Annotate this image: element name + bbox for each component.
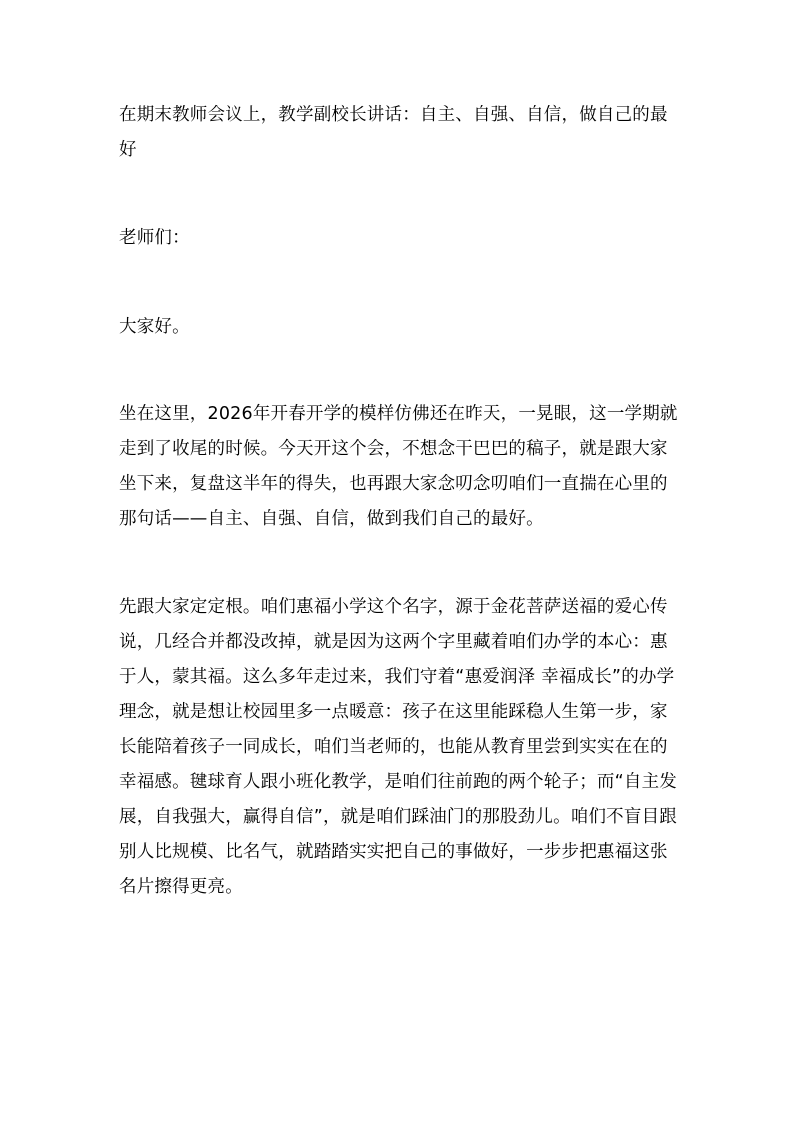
hello-line: 大家好。 [119, 317, 190, 337]
document-page [119, 0, 679, 1122]
paragraph-school-roots: 先跟大家定定根。咱们惠福小学这个名字，源于金花菩萨送福的爱心传说，几经合并都没改掉，就是因为这两个字里藏着咱们办学的本心：惠于人，蒙其福。这么多年走过来，我们守着“惠爱润泽 幸福成长”的办学理念，就是想让校园里多一点暖意：孩子在这里能踩稳人生第一步，家长能陪着孩子一同成长，咱们当老师的，也能从教育里尝到实实在在的幸福感。毽球育人跟小班化教学，是咱们往前跑的两个轮子；而“自主发展，自我强大，赢得自信”，就是咱们踩油门的那股劲儿。咱们不盲目跟别人比规模、比名气，就踏踏实实把自己的事做好，一步步把惠福这张名片擦得更亮。 [119, 597, 677, 897]
paragraph-opening: 坐在这里，2026年开春开学的模样仿佛还在昨天，一晃眼，这一学期就走到了收尾的时候。今天开这个会，不想念干巴巴的稿子，就是跟大家坐下来，复盘这半年的得失，也再跟大家念叨念叨咱们一直揣在心里的那句话——自主、自强、自信，做到我们自己的最好。 [119, 404, 678, 529]
greeting-line: 老师们： [119, 228, 190, 248]
speech-title: 在期末教师会议上，教学副校长讲话：自主、自强、自信，做自己的最好 [119, 105, 668, 160]
